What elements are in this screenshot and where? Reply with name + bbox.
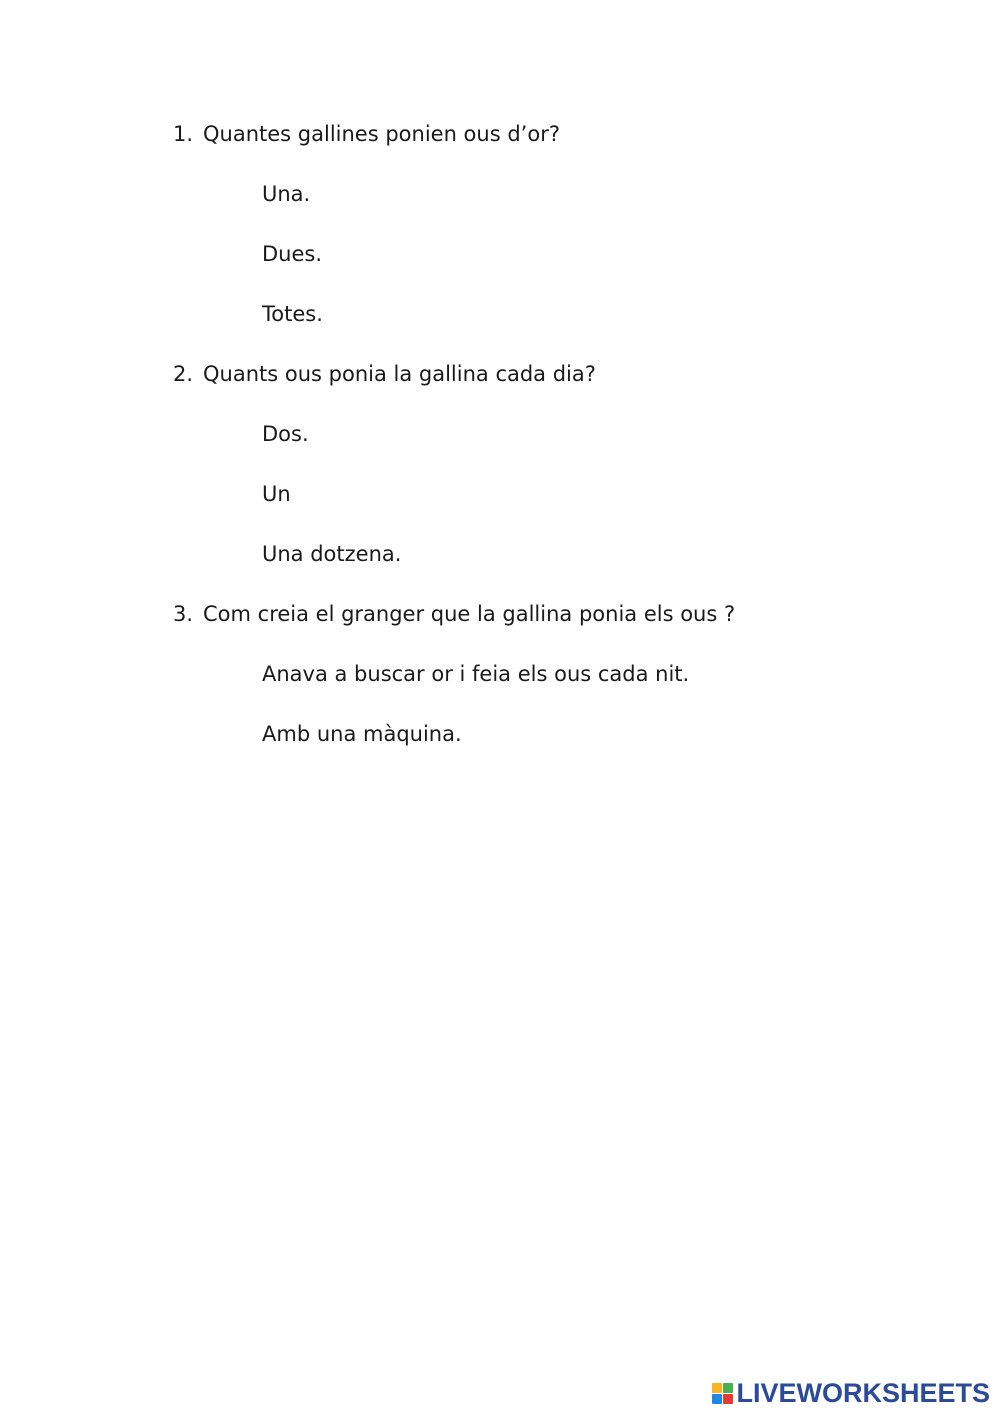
question-2 [173,360,596,388]
logo-square [723,1383,733,1393]
question-1 [173,120,560,148]
answer-option[interactable]: Totes. [262,302,323,326]
answer-option[interactable]: Un [262,482,291,506]
question-text: Quantes gallines ponien ous d’or? [203,122,560,146]
answer-option[interactable]: Amb una màquina. [262,722,462,746]
answer-option[interactable]: Una. [262,182,311,206]
answer-option[interactable]: Anava a buscar or i feia els ous cada nit. [262,662,690,686]
logo-square [712,1383,722,1393]
question-number: 2. [173,362,194,386]
logo-square [723,1394,733,1404]
question-text: Com creia el granger que la gallina ponia els ous ? [203,602,736,626]
answer-option[interactable]: Dos. [262,422,309,446]
question-number: 3. [173,602,194,626]
logo-square [712,1394,722,1404]
question-number: 1. [173,122,194,146]
answer-option[interactable]: Dues. [262,242,323,266]
question-3 [173,600,735,628]
answer-option[interactable]: Una dotzena. [262,542,402,566]
brand-name: LIVEWORKSHEETS [736,1377,990,1408]
question-text: Quants ous ponia la gallina cada dia? [203,362,596,386]
liveworksheets-logo-icon [712,1383,733,1404]
liveworksheets-brand[interactable] [712,1376,990,1410]
